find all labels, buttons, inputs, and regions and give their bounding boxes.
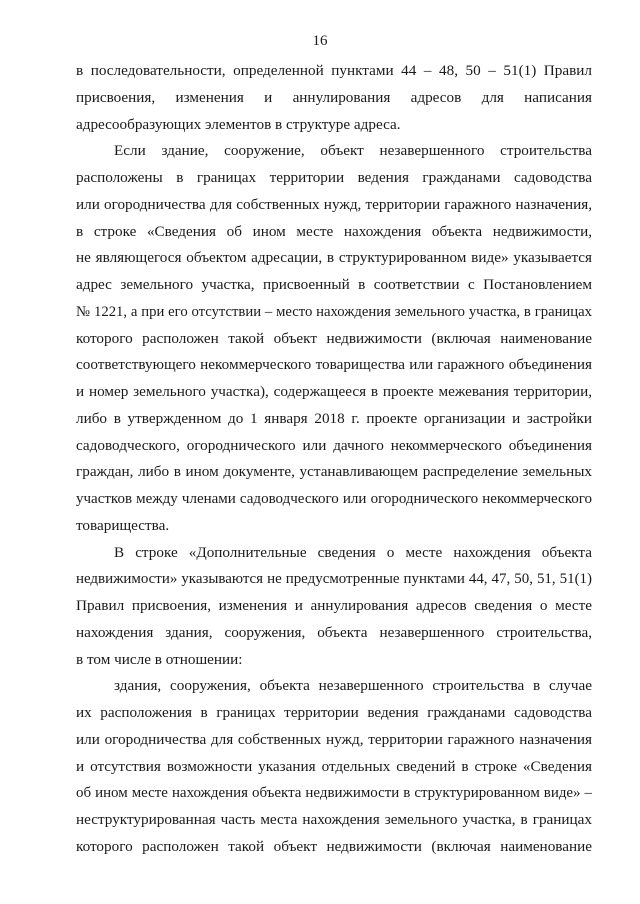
text-line: не являющегося объектом адресации, в структурированном виде» указывается [76, 249, 592, 267]
text-line: в последовательности, определенной пунктами 44 – 48, 50 – 51(1) Правил [76, 62, 592, 79]
text-line: которого расположен такой объект недвижимости (включая наименование [76, 329, 592, 347]
text-line: граждан, либо в ином документе, устанавливающем распределение земельных [76, 463, 592, 481]
text-line: Правил присвоения, изменения и аннулирования адресов сведения о месте [76, 597, 592, 614]
text-line: садоводческого, огороднического или дачного некоммерческого объединения [76, 436, 592, 454]
text-line: адрес земельного участка, присвоенный в соответствии с Постановлением [76, 276, 592, 293]
text-line: участков между членами садоводческого или огороднического некоммерческого [76, 491, 592, 507]
text-line: или огородничества для собственных нужд, территории гаражного назначения [76, 730, 592, 748]
text-line: которого расположен такой объект недвижимости (включая наименование [76, 837, 592, 855]
text-line: их расположения в границах территории ведения гражданами садоводства [76, 704, 592, 721]
text-line: и отсутствия возможности указания отдельных сведений в строке «Сведения [76, 757, 592, 775]
text-line: об ином месте нахождения объекта недвижимости в структурированном виде» – [76, 785, 592, 802]
text-line: адресообразующих элементов в структуре адреса. [76, 115, 401, 133]
text-line: в строке «Сведения об ином месте нахождения объекта недвижимости, [76, 222, 592, 240]
text-line: соответствующего некоммерческого товарищества или гаражного объединения [76, 356, 592, 374]
text-line: № 1221, а при его отсутствии – место нахождения земельного участка, в границах [76, 303, 592, 320]
text-line: либо в утвержденном до 1 января 2018 г. проекте организации и застройки [76, 409, 592, 427]
text-line: неструктурированная часть места нахождения земельного участка, в границах [76, 811, 592, 828]
text-line: и номер земельного участка), содержащееся в проекте межевания территории, [76, 383, 592, 400]
text-line: присвоения, изменения и аннулирования адресов для написания [76, 88, 592, 106]
text-line: В строке «Дополнительные сведения о месте нахождения объекта [114, 543, 592, 561]
text-line: нахождения здания, сооружения, объекта незавершенного строительства, [76, 623, 592, 641]
page-number: 16 [312, 33, 328, 49]
text-line: здания, сооружения, объекта незавершенного строительства в случае [114, 677, 592, 695]
text-line: или огородничества для собственных нужд, территории гаражного назначения, [76, 195, 592, 213]
text-line: недвижимости» указываются не предусмотренные пунктами 44, 47, 50, 51, 51(1) [76, 571, 592, 588]
text-line: расположены в границах территории ведения гражданами садоводства [76, 169, 592, 186]
body-text [76, 58, 592, 861]
text-line: в том числе в отношении: [76, 650, 243, 668]
text-line: Если здание, сооружение, объект незавершенного строительства [114, 142, 592, 160]
text-line: товарищества. [76, 516, 170, 534]
